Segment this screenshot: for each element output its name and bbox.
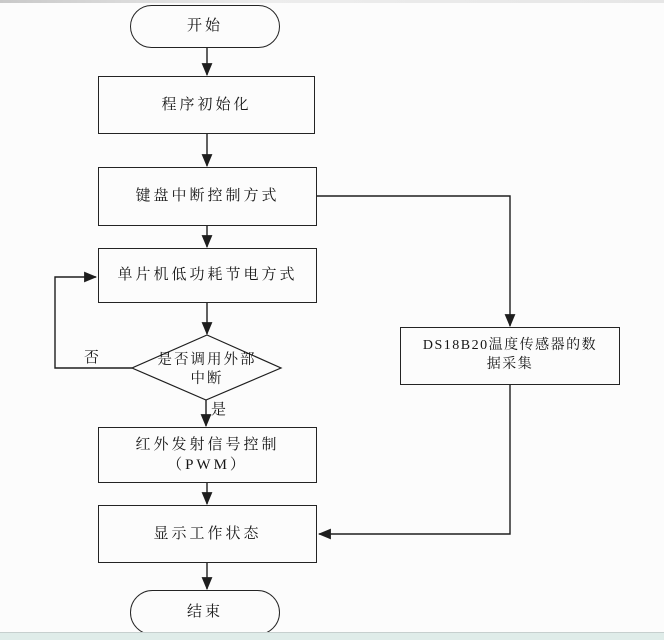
node-ds18b20-line1: DS18B20温度传感器的数 — [422, 338, 598, 354]
decision-label-line1: 是否调用外部 — [157, 352, 257, 369]
node-display-status-label: 显示工作状态 — [153, 525, 262, 542]
node-ir-pwm-line2: （PWM） — [167, 457, 248, 473]
node-mcu-low-power — [98, 248, 317, 303]
edge-label-no: 否 — [84, 350, 100, 366]
node-decision-external-interrupt — [133, 346, 281, 394]
node-start — [130, 5, 280, 48]
node-keyboard-interrupt — [98, 167, 317, 226]
edge-keyboard-ds18b20 — [317, 196, 510, 326]
node-end — [130, 590, 280, 635]
edge-label-yes: 是 — [211, 402, 227, 418]
node-ds18b20-acquisition — [400, 327, 620, 385]
decision-label-line2: 中断 — [190, 371, 224, 387]
bottom-border-strip — [0, 632, 664, 640]
node-ir-pwm-line1: 红外发射信号控制 — [135, 436, 280, 453]
node-mcu-low-power-label: 单片机低功耗节电方式 — [117, 267, 298, 284]
node-program-init-label: 程序初始化 — [161, 96, 252, 113]
top-border-strip — [0, 0, 664, 3]
node-program-init — [98, 76, 315, 134]
node-display-status — [98, 505, 317, 563]
node-ds18b20-line2: 据采集 — [486, 357, 534, 372]
node-start-label: 开始 — [186, 18, 223, 35]
node-ir-pwm-control — [98, 427, 317, 483]
edge-ds18b20-display — [319, 385, 510, 534]
node-keyboard-interrupt-label: 键盘中断控制方式 — [135, 188, 280, 205]
node-end-label: 结束 — [186, 604, 223, 621]
